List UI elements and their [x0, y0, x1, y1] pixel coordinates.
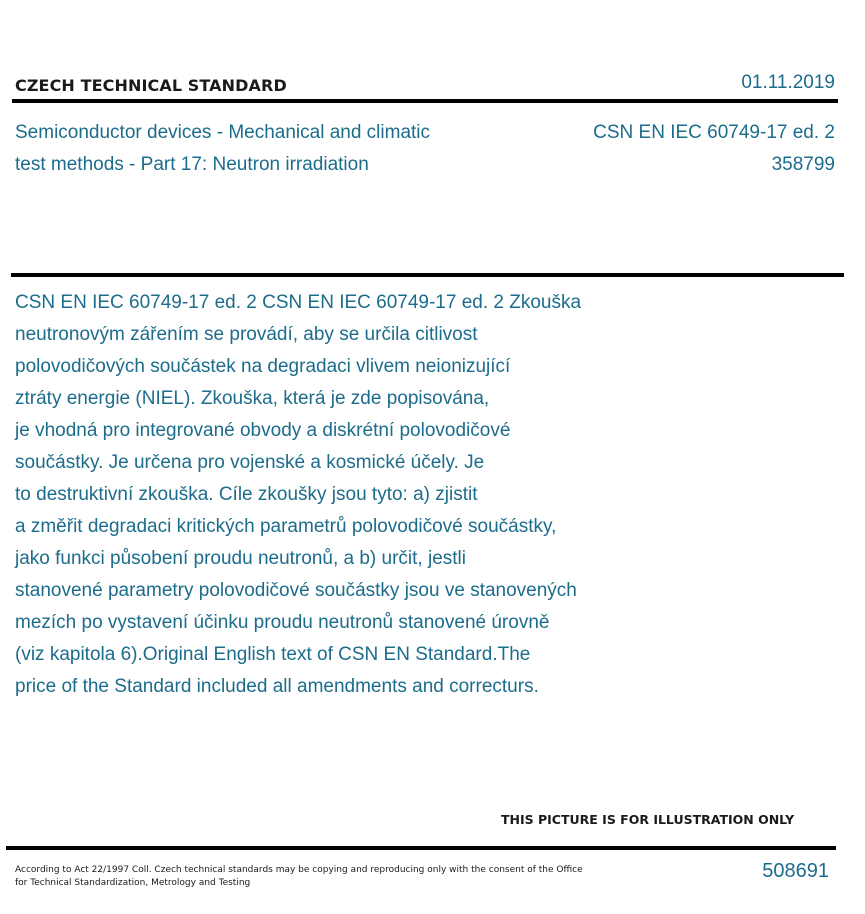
middle-divider: [11, 273, 844, 277]
standard-title: [15, 117, 535, 181]
document-type-label: CZECH TECHNICAL STANDARD: [15, 76, 287, 95]
abstract-line: to destruktivní zkouška. Cíle zkoušky jsou tyto: a) zjistit: [15, 484, 478, 505]
bottom-divider: [6, 846, 836, 850]
footer-code: 508691: [762, 860, 829, 882]
abstract-line: mezích po vystavení účinku proudu neutronů stanovené úrovně: [15, 612, 550, 633]
abstract-line: ztráty energie (NIEL). Zkouška, která je zde popisována,: [15, 388, 490, 409]
abstract-line: součástky. Je určena pro vojenské a kosmické účely. Je: [15, 452, 485, 473]
abstract-line: CSN EN IEC 60749-17 ed. 2 CSN EN IEC 60749-17 ed. 2 Zkouška: [15, 292, 582, 313]
standard-title-line: test methods - Part 17: Neutron irradiation: [15, 154, 369, 175]
standard-number: CSN EN IEC 60749-17 ed. 2: [593, 122, 835, 143]
publication-date: 01.11.2019: [741, 72, 835, 93]
abstract-line: jako funkci působení proudu neutronů, a b) určit, jestli: [15, 548, 466, 569]
illustration-notice: THIS PICTURE IS FOR ILLUSTRATION ONLY: [501, 812, 795, 827]
abstract-line: stanovené parametry polovodičové součástky jsou ve stanovených: [15, 580, 577, 601]
abstract-text: [15, 287, 675, 703]
legal-line: According to Act 22/1997 Coll. Czech technical standards may be copying and reproducing only with the consent of the Office: [15, 865, 583, 875]
abstract-line: neutronovým zářením se provádí, aby se určila citlivost: [15, 324, 478, 345]
abstract-line: je vhodná pro integrované obvody a diskrétní polovodičové: [15, 420, 511, 441]
abstract-line: (viz kapitola 6).Original English text of CSN EN Standard.The: [15, 644, 531, 665]
abstract-line: price of the Standard included all amendments and correcturs.: [15, 676, 539, 697]
abstract-line: polovodičových součástek na degradaci vlivem neionizující: [15, 356, 511, 377]
standard-identifier: [593, 117, 835, 181]
catalog-number: 358799: [771, 154, 835, 175]
abstract-line: a změřit degradaci kritických parametrů polovodičové součástky,: [15, 516, 557, 537]
standard-title-line: Semiconductor devices - Mechanical and climatic: [15, 122, 431, 143]
top-divider: [12, 99, 838, 103]
legal-line: for Technical Standardization, Metrology and Testing: [15, 878, 251, 888]
legal-notice: [15, 864, 585, 890]
